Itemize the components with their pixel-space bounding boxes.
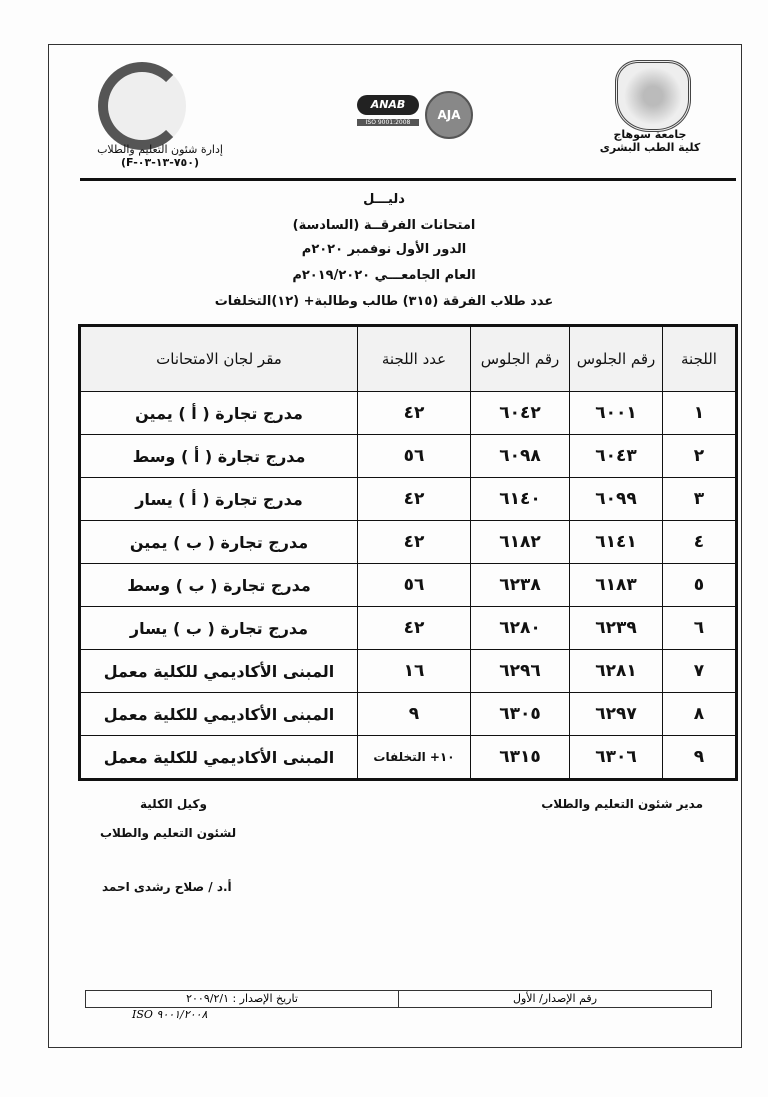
committee-count: ١٠+ التخلفات (358, 736, 471, 780)
exam-location: المبنى الأكاديمي للكلية معمل (80, 736, 358, 780)
committee-number: ٣ (663, 478, 737, 521)
header-exam-location: مقر لجان الامتحانات (80, 326, 358, 392)
seat-from: ٦٢٣٩ (570, 607, 663, 650)
committee-number: ١ (663, 392, 737, 435)
committee-count: ٩ (358, 693, 471, 736)
table-header-row (80, 326, 737, 392)
seat-to: ٦١٤٠ (471, 478, 570, 521)
faculty-name: كلية الطب البشرى (599, 141, 701, 154)
faculty-of-medicine-logo (98, 62, 186, 150)
table-row (80, 736, 737, 780)
table-row (80, 521, 737, 564)
exam-location: مدرج تجارة ( ب ) يسار (80, 607, 358, 650)
seat-to: ٦٠٩٨ (471, 435, 570, 478)
seat-to: ٦٣١٥ (471, 736, 570, 780)
table-row (80, 693, 737, 736)
seat-to: ٦٠٤٢ (471, 392, 570, 435)
vice-dean-name: أ.د / صلاح رشدى احمد (102, 880, 232, 894)
table-row (80, 478, 737, 521)
exam-location: المبنى الأكاديمي للكلية معمل (80, 693, 358, 736)
academic-year: العام الجامعـــي ٢٠١٩/٢٠٢٠م (292, 268, 476, 283)
seat-from: ٦٢٩٧ (570, 693, 663, 736)
table-row (80, 435, 737, 478)
vice-dean-title: وكيل الكلية (140, 797, 207, 811)
header-seat-from: رقم الجلوس (570, 326, 663, 392)
doc-title: دليـــل (363, 192, 405, 207)
seat-to: ٦٢٨٠ (471, 607, 570, 650)
exam-location: المبنى الأكاديمي للكلية معمل (80, 650, 358, 693)
director-title: مدير شئون التعليم والطلاب (541, 797, 703, 811)
seat-to: ٦٣٠٥ (471, 693, 570, 736)
exam-location: مدرج تجارة ( ب ) وسط (80, 564, 358, 607)
committee-count: ٤٢ (358, 607, 471, 650)
seat-from: ٦٠٠١ (570, 392, 663, 435)
university-name: جامعة سوهاج (613, 128, 687, 141)
committee-count: ٤٢ (358, 521, 471, 564)
table-row (80, 607, 737, 650)
seat-to: ٦٢٣٨ (471, 564, 570, 607)
committee-number: ٩ (663, 736, 737, 780)
header-seat-to: رقم الجلوس (471, 326, 570, 392)
committee-count: ١٦ (358, 650, 471, 693)
form-code: (F-٧٥٠-١٣-٠٣) (121, 156, 199, 169)
seat-to: ٦١٨٢ (471, 521, 570, 564)
header-committee: اللجنة (663, 326, 737, 392)
exam-location: مدرج تجارة ( أ ) يمين (80, 392, 358, 435)
doc-subtitle: امتحانات الفرقــة (السادسة) (292, 218, 476, 233)
seat-from: ٦٠٤٣ (570, 435, 663, 478)
student-count: عدد طلاب الفرقة (٣١٥) طالب وطالبة+ (١٢)التخلفات (214, 294, 554, 309)
committee-number: ٨ (663, 693, 737, 736)
issue-date: تاريخ الإصدار : ٢٠٠٩/٢/١ (86, 991, 399, 1007)
committee-number: ٧ (663, 650, 737, 693)
table-row (80, 564, 737, 607)
exam-location: مدرج تجارة ( ب ) يمين (80, 521, 358, 564)
table-row (80, 650, 737, 693)
seat-from: ٦٠٩٩ (570, 478, 663, 521)
committee-number: ٢ (663, 435, 737, 478)
committee-number: ٥ (663, 564, 737, 607)
aja-logo: AJA (425, 91, 473, 139)
seat-from: ٦٣٠٦ (570, 736, 663, 780)
committee-count: ٥٦ (358, 435, 471, 478)
issue-number: رقم الإصدار/ الأول (512, 992, 598, 1005)
seat-from: ٦١٤١ (570, 521, 663, 564)
footer-box (85, 990, 712, 1008)
department-name: إدارة شئون التعليم والطلاب (97, 143, 223, 156)
committee-number: ٤ (663, 521, 737, 564)
committee-count: ٤٢ (358, 478, 471, 521)
committee-count: ٤٢ (358, 392, 471, 435)
header-divider (80, 178, 736, 181)
committee-number: ٦ (663, 607, 737, 650)
exam-location: مدرج تجارة ( أ ) وسط (80, 435, 358, 478)
vice-dean-subtitle: لشئون التعليم والطلاب (100, 826, 237, 840)
exam-committees-table (78, 324, 738, 781)
header-committee-count: عدد اللجنة (358, 326, 471, 392)
seat-to: ٦٢٩٦ (471, 650, 570, 693)
seat-from: ٦٢٨١ (570, 650, 663, 693)
iso-label: ISO ٩٠٠١/٢٠٠٨ (132, 1008, 208, 1021)
exam-round: الدور الأول نوفمبر ٢٠٢٠م (301, 242, 467, 257)
exam-location: مدرج تجارة ( أ ) يسار (80, 478, 358, 521)
committee-count: ٥٦ (358, 564, 471, 607)
sohag-university-logo (615, 60, 691, 132)
anab-logo: ANAB ISO 9001:2008 (357, 95, 419, 133)
table-row (80, 392, 737, 435)
seat-from: ٦١٨٣ (570, 564, 663, 607)
